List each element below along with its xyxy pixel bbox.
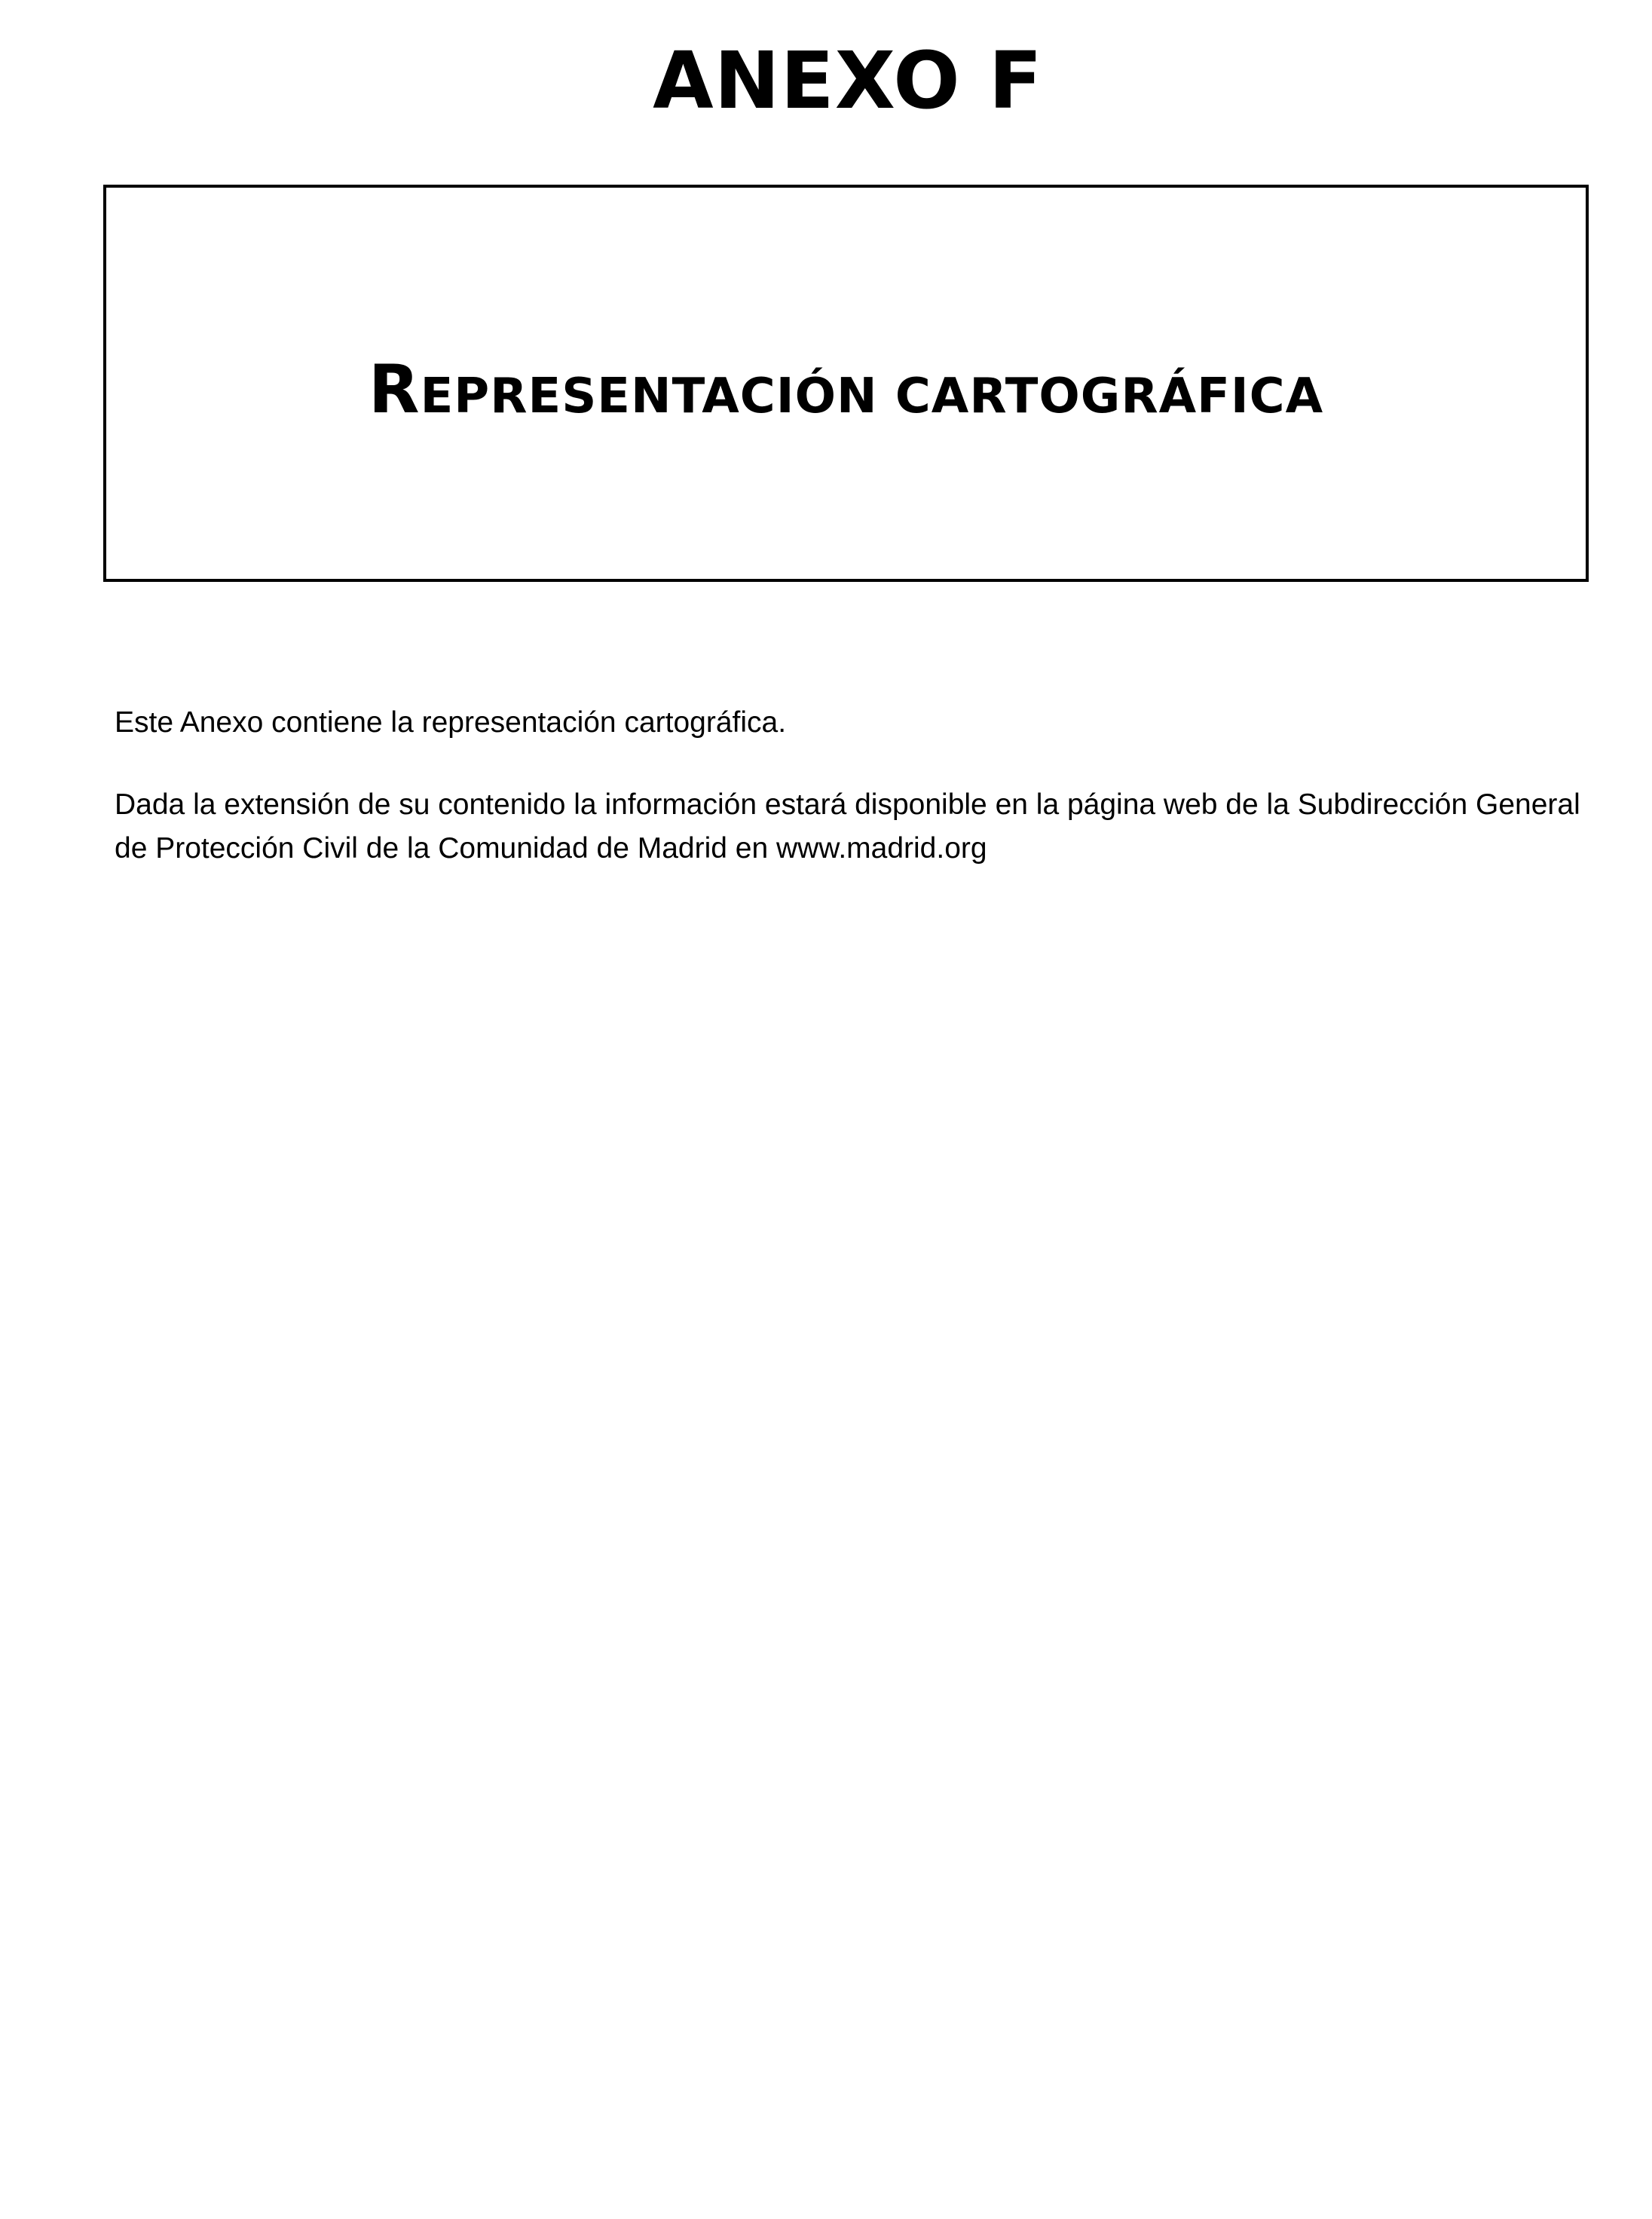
section-title-box (103, 185, 1589, 582)
section-title-rest: EPRESENTACIÓN CARTOGRÁFICA (420, 369, 1324, 424)
section-title-initial: R (368, 350, 421, 428)
intro-paragraph: Este Anexo contiene la representación cartográfica. (115, 706, 787, 739)
annex-title: ANEXO F (653, 35, 1043, 127)
section-title (106, 350, 1586, 428)
availability-paragraph: Dada la extensión de su contenido la información estará disponible en la página web de la Subdirección General de Protección Civil de la Comunidad de Madrid en www.madrid.org (115, 788, 1580, 865)
